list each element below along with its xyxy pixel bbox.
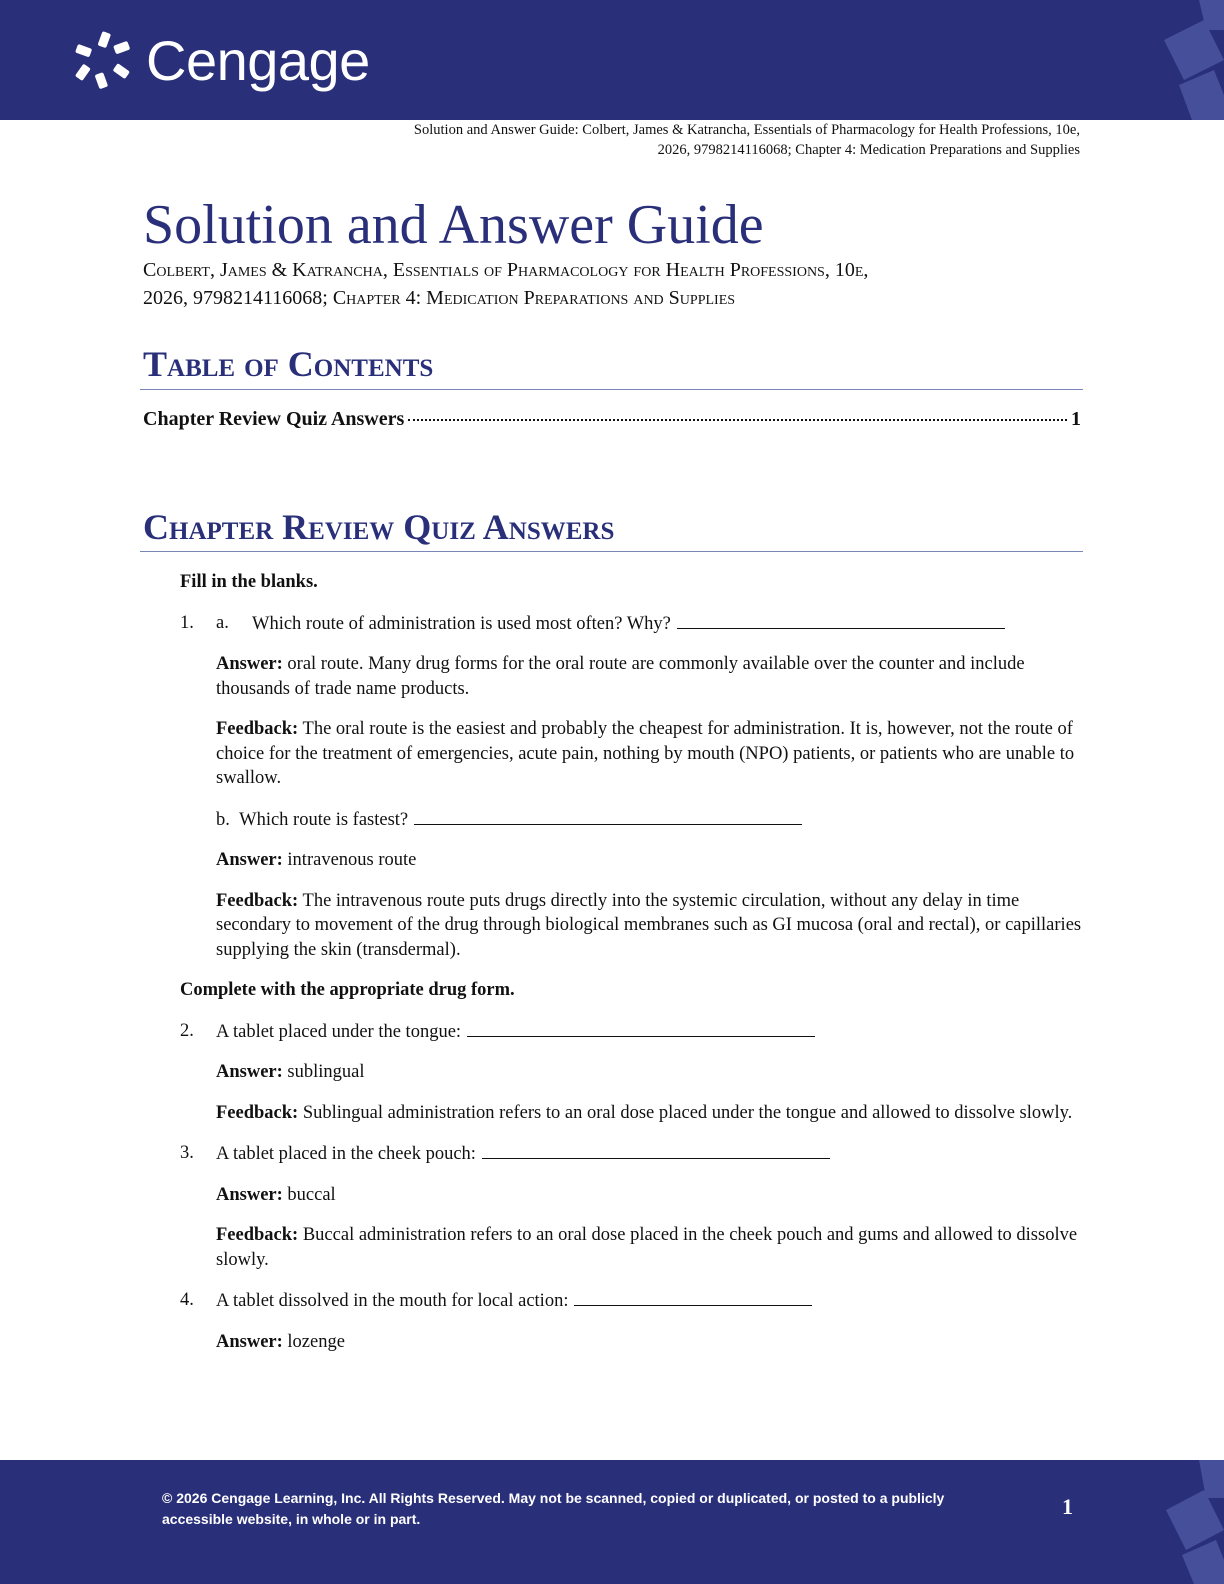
quiz-content [180, 570, 1085, 1370]
instruction-fill-blanks: Fill in the blanks. [180, 572, 318, 592]
running-header [300, 120, 1080, 160]
answer-blank [677, 611, 1005, 629]
feedback-1a: Feedback: The oral route is the easiest and probably the cheapest for administration. It is, however, not the route of choice for the treatment of emergencies, acute pain, nothing by mouth (NPO) patients, or patients who are unable to swallow. [216, 719, 1075, 788]
question-number: 1. [180, 612, 194, 633]
cengage-logo [74, 30, 370, 92]
logo-wordmark: Cengage [146, 29, 370, 92]
copyright-notice: © 2026 Cengage Learning, Inc. All Rights Reserved. May not be scanned, copied or duplicated, or posted to a publicly accessible website, in whole or in part. [162, 1490, 945, 1527]
feedback-2: Feedback: Sublingual administration refers to an oral dose placed under the tongue and allowed to dissolve slowly. [216, 1102, 1073, 1123]
running-header-line-1: Solution and Answer Guide: Colbert, James & Katrancha, Essentials of Pharmacology for Health Professions, 10e, [413, 122, 1080, 138]
question-3 [180, 1141, 1085, 1167]
question-number: 4. [180, 1290, 194, 1310]
toc-entry-page[interactable]: 1 [1071, 408, 1081, 430]
question-1a [180, 611, 1085, 637]
question-letter: a. [216, 612, 229, 633]
document-title: Solution and Answer Guide [143, 194, 764, 256]
corner-decoration-icon [1144, 1460, 1224, 1584]
instruction-drug-form: Complete with the appropriate drug form. [180, 980, 515, 1000]
subtitle-line-2: 2026, 9798214116068; Chapter 4: Medication Preparations and Supplies [143, 287, 736, 309]
question-text: Which route is fastest? [239, 809, 409, 830]
header-band [0, 0, 1224, 120]
toc-leader-dots [408, 419, 1067, 421]
answer-4: Answer: lozenge [216, 1331, 345, 1352]
section-rule [140, 551, 1083, 552]
subtitle-line-1: Colbert, James & Katrancha, Essentials of Pharmacology for Health Professions, 10e, [143, 259, 869, 281]
page-number: 1 [1062, 1494, 1073, 1519]
feedback-3: Feedback: Buccal administration refers to an oral dose placed in the cheek pouch and gums and allowed to dissolve slowly. [216, 1225, 1078, 1270]
question-4 [180, 1288, 1085, 1314]
answer-blank [574, 1288, 812, 1306]
question-text: A tablet placed under the tongue: [216, 1019, 815, 1045]
question-text: A tablet placed in the cheek pouch: [216, 1141, 830, 1167]
answer-1a: Answer: oral route. Many drug forms for the oral route are commonly available over the counter and include thousands of trade name products. [216, 654, 1025, 699]
corner-decoration-icon [1144, 0, 1224, 120]
question-text: Which route of administration is used most often? Why? [252, 611, 1005, 637]
running-header-line-2: 2026, 9798214116068; Chapter 4: Medication Preparations and Supplies [657, 142, 1080, 158]
answer-3: Answer: buccal [216, 1184, 336, 1205]
question-2 [180, 1019, 1085, 1045]
question-text: A tablet dissolved in the mouth for local action: [216, 1288, 812, 1314]
cengage-logo-mark-icon [74, 30, 136, 92]
answer-blank [482, 1141, 830, 1159]
answer-blank [414, 807, 802, 825]
feedback-1b: Feedback: The intravenous route puts drugs directly into the systemic circulation, without any delay in time secondary to movement of the drug through biological membranes such as GI mucosa (oral and rectal), or capillaries supplying the skin (transdermal). [216, 890, 1082, 960]
answer-blank [467, 1019, 815, 1037]
toc-rule [140, 389, 1083, 390]
question-number: 2. [180, 1020, 194, 1041]
document-subtitle [143, 256, 1083, 312]
question-number: 3. [180, 1143, 194, 1163]
toc-entry[interactable] [143, 408, 1081, 431]
answer-2: Answer: sublingual [216, 1062, 365, 1082]
toc-entry-label[interactable]: Chapter Review Quiz Answers [143, 408, 405, 430]
question-letter: b. [216, 809, 230, 830]
toc-heading: Table of Contents [143, 344, 434, 384]
answer-1b: Answer: intravenous route [216, 850, 417, 870]
question-1b [216, 807, 1085, 833]
section-heading: Chapter Review Quiz Answers [143, 507, 615, 547]
